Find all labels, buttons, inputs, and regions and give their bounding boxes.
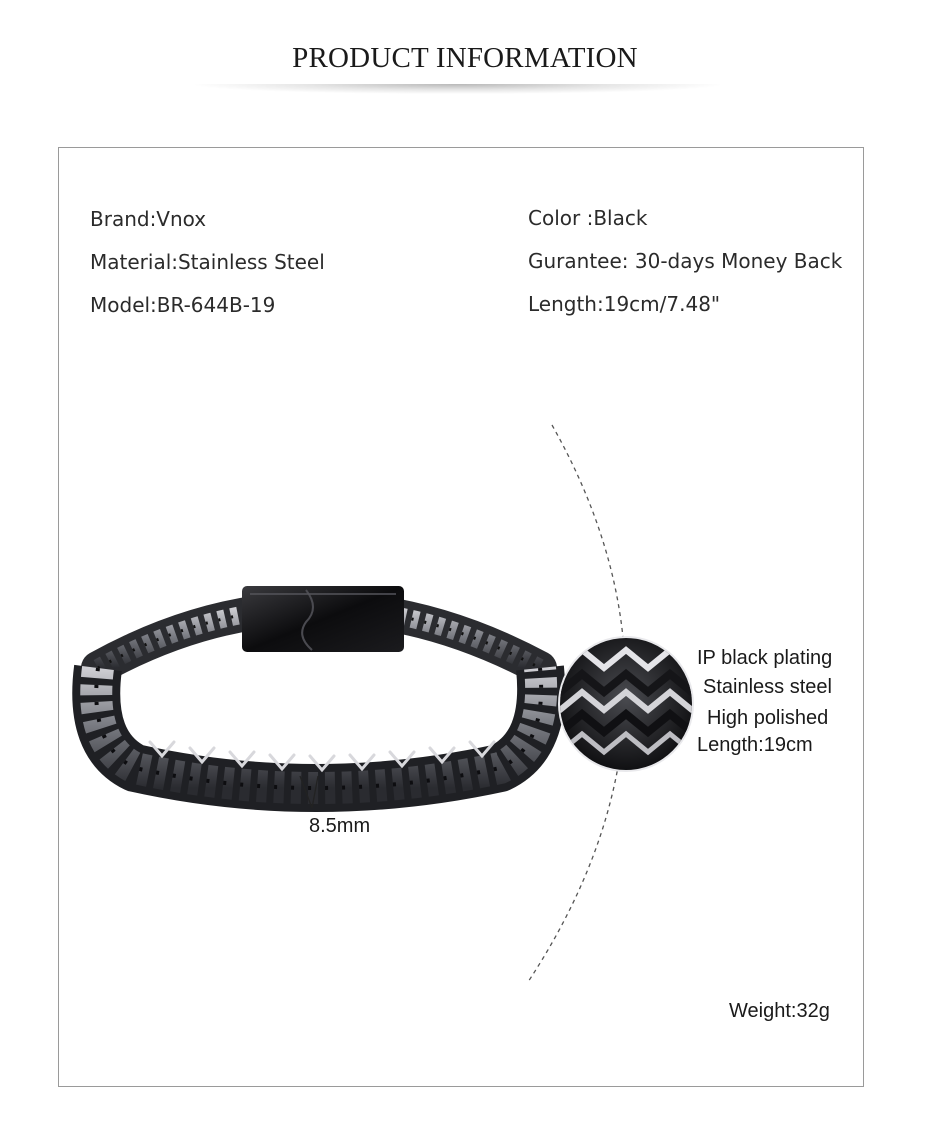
detail-plating: IP black plating <box>697 647 833 669</box>
page-title: PRODUCT INFORMATION <box>292 42 638 74</box>
detail-length: Length:19cm <box>697 734 813 756</box>
magnetic-clasp <box>242 586 404 652</box>
spec-model: Model:BR-644B-19 <box>90 293 276 317</box>
spec-brand: Brand:Vnox <box>90 207 207 231</box>
detail-material: Stainless steel <box>703 676 832 698</box>
spec-material: Material:Stainless Steel <box>90 250 325 274</box>
detail-finish: High polished <box>707 707 829 729</box>
spec-length: Length:19cm/7.48" <box>528 292 721 316</box>
width-label: 8.5mm <box>309 815 371 837</box>
zoom-detail-circle <box>558 636 694 772</box>
bracelet-image <box>96 586 541 788</box>
spec-color: Color :Black <box>528 206 648 230</box>
spec-guarantee: Gurantee: 30-days Money Back <box>528 249 843 273</box>
weight-label: Weight:32g <box>729 1000 830 1022</box>
